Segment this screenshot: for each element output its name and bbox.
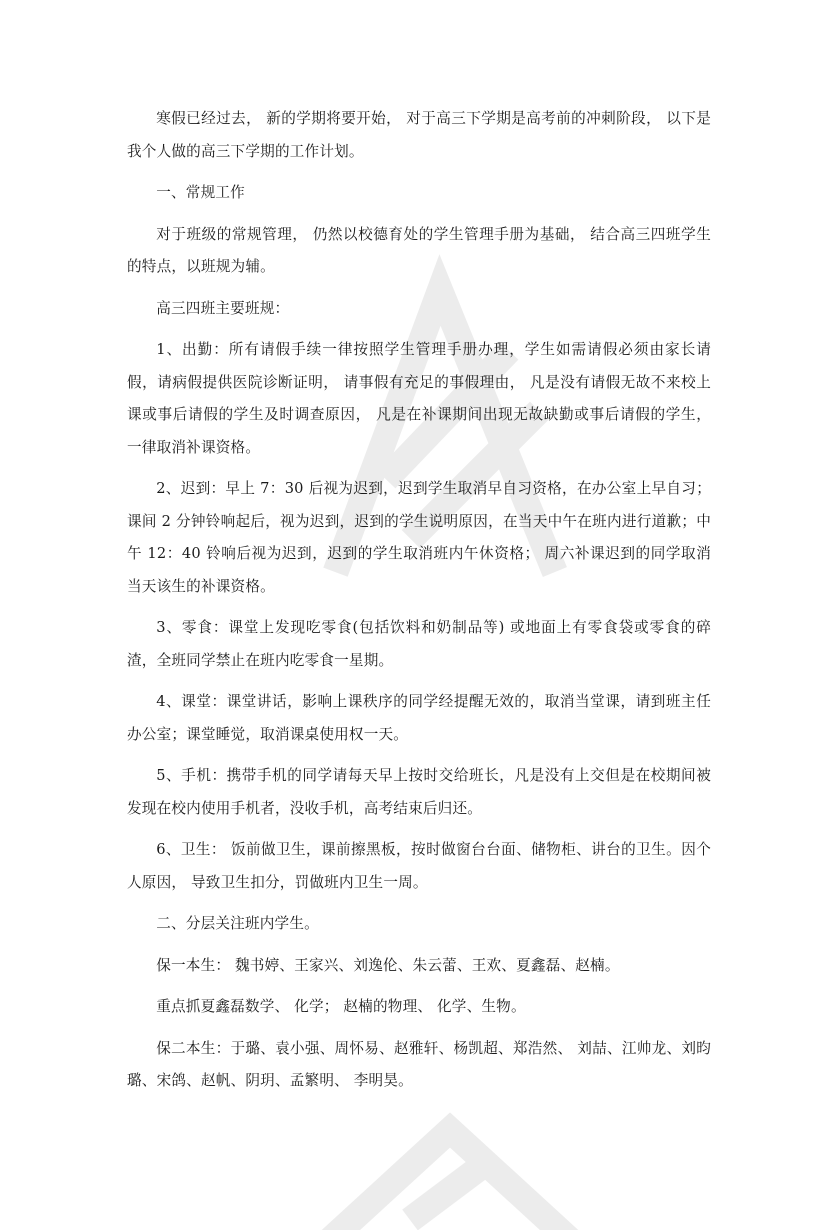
rule-lateness: 2、迟到：早上 7：30 后视为迟到，迟到学生取消早自习资格，在办公室上早自习；课间 2 分钟铃响起后，视为迟到，迟到的学生说明原因，在当天中午在班内进行道歉；中午 12：40 铃响后视为迟到，迟到的学生取消班内午休资格； 周六补课迟到的同学取消当天该生的补课资格。 xyxy=(127,480,711,595)
watermark-logo-lower xyxy=(300,1110,580,1230)
rule-snacks: 3、零食：课堂上发现吃零食(包括饮料和奶制品等) 或地面上有零食袋或零食的碎渣，全班同学禁止在班内吃零食一星期。 xyxy=(127,619,711,669)
document-body xyxy=(127,103,711,1107)
tier-1-student-list: 保一本生： 魏书婷、王家兴、刘逸伦、朱云蕾、王欢、夏鑫磊、赵楠。 xyxy=(156,956,620,974)
routine-management-paragraph: 对于班级的常规管理， 仍然以校德育处的学生管理手册为基础， 结合高三四班学生的特点，以班规为辅。 xyxy=(127,225,711,275)
watermark-logo-icon xyxy=(300,1110,580,1230)
class-rules-heading: 高三四班主要班规： xyxy=(156,299,290,317)
rule-attendance: 1、出勤：所有请假手续一律按照学生管理手册办理，学生如需请假必须由家长请假，请病假提供医院诊断证明， 请事假有充足的事假理由， 凡是没有请假无故不来校上课或事后请假的学生及时调查原因， 凡是在补课期间出现无故缺勤或事后请假的学生， 一律取消补课资格。 xyxy=(127,341,711,456)
rule-hygiene: 6、卫生： 饭前做卫生，课前擦黑板，按时做窗台台面、储物柜、讲台的卫生。因个人原因， 导致卫生扣分，罚做班内卫生一周。 xyxy=(127,841,711,891)
rule-phones: 5、手机：携带手机的同学请每天早上按时交给班长，凡是没有上交但是在校期间被发现在校内使用手机者，没收手机，高考结束后归还。 xyxy=(127,767,711,817)
tier-2-student-list: 保二本生：于璐、袁小强、周怀易、赵雅轩、杨凯超、郑浩然、 刘喆、江帅龙、刘昀璐、宋鸽、赵帆、阴玥、孟繁明、 李明昊。 xyxy=(127,1039,711,1089)
rule-classroom: 4、课堂：课堂讲话，影响上课秩序的同学经提醒无效的，取消当堂课，请到班主任办公室；课堂睡觉，取消课桌使用权一天。 xyxy=(127,693,711,743)
intro-paragraph: 寒假已经过去， 新的学期将要开始， 对于高三下学期是高考前的冲刺阶段， 以下是我个人做的高三下学期的工作计划。 xyxy=(127,110,711,160)
section-heading-tiered-attention: 二、分层关注班内学生。 xyxy=(156,915,319,932)
focus-subjects-paragraph: 重点抓夏鑫磊数学、 化学； 赵楠的物理、 化学、生物。 xyxy=(156,998,526,1015)
section-heading-routine-work: 一、常规工作 xyxy=(156,184,245,201)
